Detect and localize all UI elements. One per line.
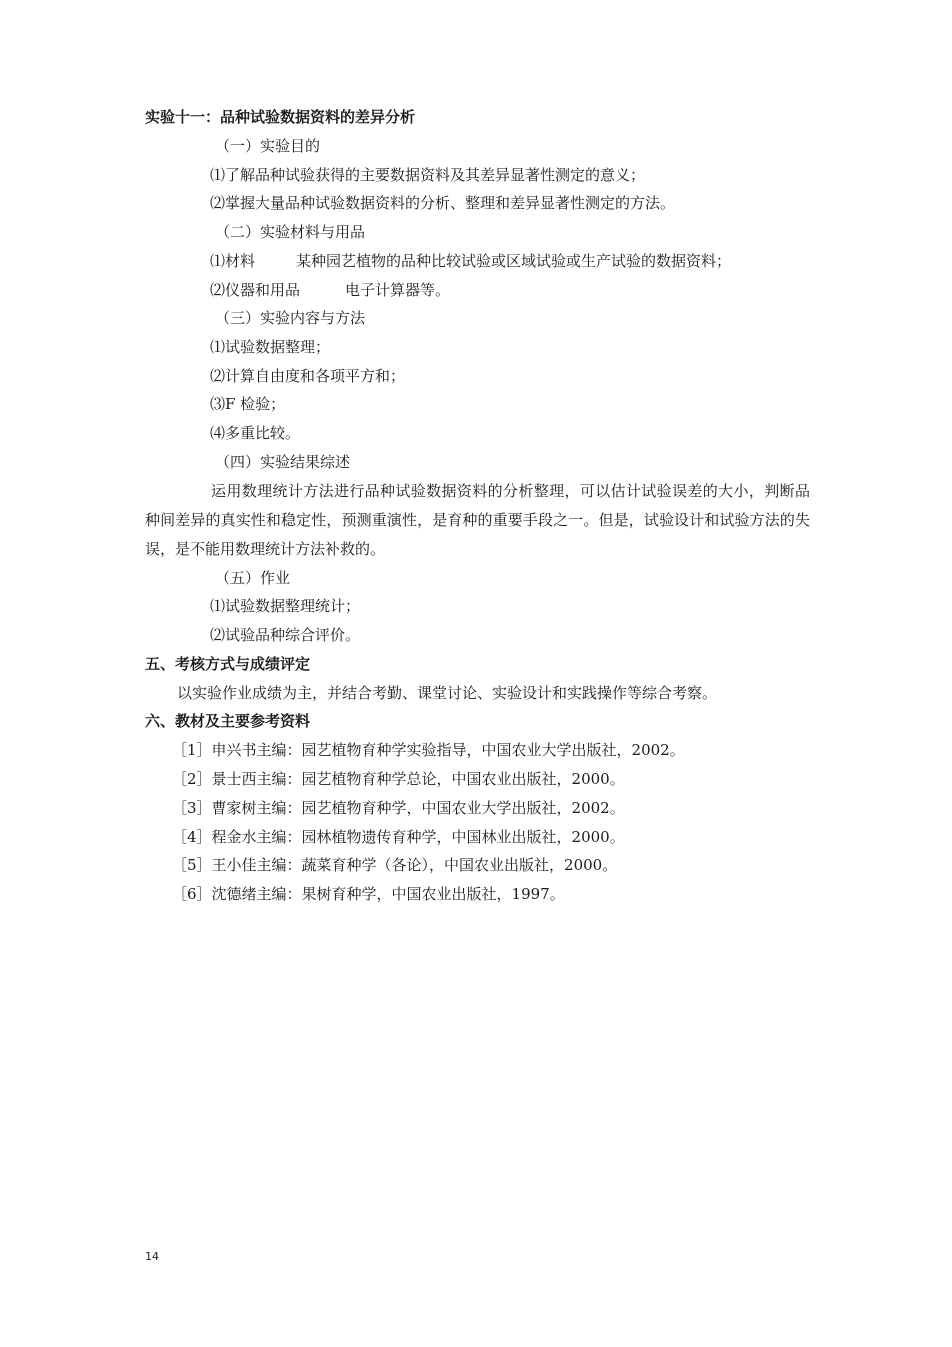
reference-item: ［1］申兴书主编：园艺植物育种学实验指导，中国农业大学出版社，2002。 bbox=[172, 741, 685, 759]
section-heading-homework: （五）作业 bbox=[215, 569, 291, 587]
homework-item-1: ⑴试验数据整理统计； bbox=[210, 597, 361, 615]
methods-item-2: ⑵计算自由度和各项平方和； bbox=[210, 367, 406, 385]
reference-item: ［5］王小佳主编：蔬菜育种学（各论），中国农业出版社，2000。 bbox=[172, 856, 618, 874]
reference-item: ［3］曹家树主编：园艺植物育种学，中国农业大学出版社，2002。 bbox=[172, 799, 625, 817]
section-heading-results: （四）实验结果综述 bbox=[215, 453, 351, 471]
assessment-text: 以实验作业成绩为主，并结合考勤、课堂讨论、实验设计和实践操作等综合考察。 bbox=[177, 684, 718, 702]
section-heading-objective: （一）实验目的 bbox=[215, 137, 321, 155]
assessment-heading: 五、考核方式与成绩评定 bbox=[145, 655, 311, 673]
methods-item-1: ⑴试验数据整理； bbox=[210, 338, 331, 356]
materials-item-2-label: ⑵仪器和用品 bbox=[210, 281, 301, 299]
references-heading: 六、教材及主要参考资料 bbox=[145, 712, 311, 730]
section-heading-materials: （二）实验材料与用品 bbox=[215, 223, 366, 241]
methods-item-4: ⑷多重比较。 bbox=[210, 424, 301, 442]
methods-item-3: ⑶F 检验； bbox=[210, 395, 286, 413]
reference-item: ［4］程金水主编：园林植物遗传育种学，中国林业出版社，2000。 bbox=[172, 828, 625, 846]
homework-item-2: ⑵试验品种综合评价。 bbox=[210, 626, 361, 644]
objective-item-1: ⑴了解品种试验获得的主要数据资料及其差异显著性测定的意义； bbox=[210, 166, 646, 184]
materials-item-1-label: ⑴材料 bbox=[210, 252, 256, 270]
objective-item-2: ⑵掌握大量品种试验数据资料的分析、整理和差异显著性测定的方法。 bbox=[210, 194, 676, 212]
materials-item-2-text: 电子计算器等。 bbox=[345, 281, 451, 299]
experiment-title: 实验十一：品种试验数据资料的差异分析 bbox=[145, 108, 416, 126]
reference-item: ［2］景士西主编：园艺植物育种学总论，中国农业出版社，2000。 bbox=[172, 770, 625, 788]
materials-item-1-text: 某种园艺植物的品种比较试验或区域试验或生产试验的数据资料； bbox=[296, 252, 732, 270]
results-paragraph: 运用数理统计方法进行品种试验数据资料的分析整理，可以估计试验误差的大小，判断品种间差异的真实性和稳定性，预测重演性，是育种的重要手段之一。但是，试验设计和试验方法的失误，是不能用数理统计方法补救的。 bbox=[145, 482, 810, 558]
page-number: 14 bbox=[145, 1250, 159, 1263]
reference-item: ［6］沈德绪主编：果树育种学，中国农业出版社，1997。 bbox=[172, 885, 565, 903]
section-heading-methods: （三）实验内容与方法 bbox=[215, 309, 366, 327]
